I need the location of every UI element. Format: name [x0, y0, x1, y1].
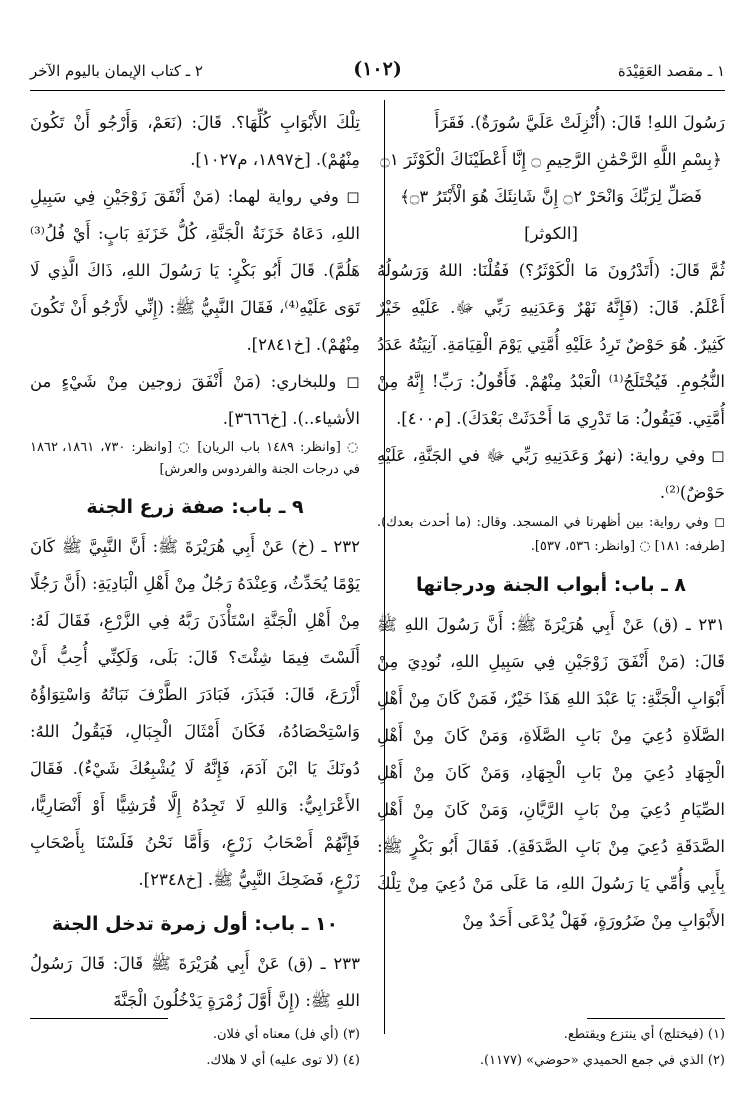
paragraph: رَسُولَ اللهِ! قَالَ: (أُنْزِلَتْ عَلَيَّ سُورَةٌ). فَقَرَأَ — [434, 113, 725, 132]
footnote-rule — [30, 1018, 168, 1019]
header-rule — [30, 90, 725, 91]
page-number: (١٠٢) — [353, 58, 402, 80]
paragraph: ثُمَّ قَالَ: (أَتَدْرُونَ مَا الْكَوْثَرُ؟) فَقُلْنَا: اللهُ وَرَسُولُهُ أَعْلَمُ. قَالَ: (فَإِنَّهُ نَهْرٌ وَعَدَنِيهِ رَبِّي ﷻ. عَلَيْهِ خَيْرٌ كَثِيرٌ. هُوَ حَوْضٌ تَرِدُ عَلَيْهِ أُمَّتِي يَوْمَ الْقِيَامَةِ. آنِيَتُهُ عَدَدُ النُّجُومِ. فَيُخْتَلَجُ⁽¹⁾ الْعَبْدُ مِنْهُمْ. فَأَقُولُ: رَبِّ! إِنَّهُ مِنْ أُمَّتِي. فَيَقُولُ: مَا تَدْرِي مَا أَحْدَثَتْ بَعْدَكَ). [م٤٠٠]. — [377, 261, 725, 428]
left-column — [30, 104, 360, 1019]
paragraph: ◻ وفي رواية لهما: (مَنْ أَنْفَقَ زَوْجَيْنِ فِي سَبِيلِ اللهِ، دَعَاهُ خَزَنَةُ الْجَنَّةِ، كُلُّ خَزَنَةِ بَابٍ: أَيْ فُلُ⁽³⁾ هَلُمَّ). قَالَ أَبُو بَكْرٍ: يَا رَسُولَ اللهِ، ذَاكَ الَّذِي لَا تَوَى عَلَيْهِ⁽⁴⁾، فَقَالَ النَّبِيُّ ﷺ: (إِنِّي لأَرْجُو أَنْ تَكُونَ مِنْهُمْ). [خ٢٨٤١]. — [30, 187, 361, 354]
footnotes-right — [377, 1022, 725, 1074]
footnote: (٢) الذي في جمع الحميدي «حوضي» (١١٧٧). — [479, 1053, 725, 1068]
hadith-paragraph: ٢٣١ ـ (ق) عَنْ أَبِي هُرَيْرَةَ ﷺ: أَنَّ رَسُولَ اللهِ ﷺ قَالَ: (مَنْ أَنْفَقَ زَوْجَيْنِ فِي سَبِيلِ اللهِ، نُودِيَ مِنْ أَبْوَابِ الْجَنَّةِ: يَا عَبْدَ اللهِ هَذَا خَيْرٌ، فَمَنْ كَانَ مِنْ أَهْلِ الصَّلَاةِ دُعِيَ مِنْ بَابِ الصَّلَاةِ، وَمَنْ كَانَ مِنْ أَهْلِ الْجِهَادِ دُعِيَ مِنْ بَابِ الْجِهَادِ، وَمَنْ كَانَ مِنْ أَهْلِ الصِّيَامِ دُعِيَ مِنْ بَابِ الرَّيَّانِ، وَمَنْ كَانَ مِنْ أَهْلِ الصَّدَقَةِ دُعِيَ مِنْ بَابِ الصَّدَقَةِ). فَقَالَ أَبُو بَكْرٍ ﷺ: بِأَبِي وَأُمِّي يَا رَسُولَ اللهِ، مَا عَلَى مَنْ دُعِيَ مِنْ تِلْكَ الأَبْوَابِ مِنْ ضَرُورَةٍ، فَهَلْ يُدْعَى أَحَدٌ مِنْ — [377, 615, 725, 930]
cross-reference: ◌ [وانظر: ١٤٨٩ باب الريان] ◌ [وانظر: ٧٣٠، ١٨٦١، ١٨٦٢ في درجات الجنة والفردوس والعرش] — [30, 440, 361, 477]
reference-paragraph: ◻ وفي رواية: بين أظهرنا في المسجد. وقال: (ما أحدث بعدك). [طرفه: ١٨١] ◌ [وانظر: ٥٣٦، ٥٣٧]. — [377, 515, 725, 554]
footnote: (١) (فيختلج) أي ينتزع ويقتطع. — [563, 1027, 725, 1042]
header-section-title: ١ ـ مقصد العَقِيْدَة — [617, 62, 725, 80]
paragraph: ◻ وللبخاري: (مَنْ أَنْفَقَ زوجين مِنْ شَيْءٍ من الأشياء..). [خ٣٦٦٦]. — [30, 372, 360, 428]
right-column — [377, 104, 725, 939]
quran-verses: ﴿بِسْمِ اللَّهِ الرَّحْمَٰنِ الرَّحِيمِ ۝ إِنَّا أَعْطَيْنَاكَ الْكَوْثَرَ ۝١ فَصَلِّ لِرَبِّكَ وَانْحَرْ ۝٢ إِنَّ شَانِئَكَ هُوَ الْأَبْتَرُ ۝٣﴾ [الكوثر] — [380, 150, 722, 243]
footnotes-left — [30, 1022, 360, 1074]
hadith-paragraph: ٢٣٢ ـ (خ) عَنْ أَبِي هُرَيْرَةَ ﷺ: أَنَّ النَّبِيَّ ﷺ كَانَ يَوْمًا يُحَدِّثُ، وَعِنْدَهُ رَجُلٌ مِنْ أَهْلِ الْبَادِيَةِ: (أَنَّ رَجُلًا مِنْ أَهْلِ الْجَنَّةِ اسْتَأْذَنَ رَبَّهُ فِي الزَّرْعِ، فَقَالَ لَهُ: أَلَسْتَ فِيمَا شِئْتَ؟ قَالَ: بَلَى، وَلَكِنِّي أُحِبُّ أَنْ أَزْرَعَ، قَالَ: فَبَذَرَ، فَبَادَرَ الطَّرْفَ نَبَاتُهُ وَاسْتِوَاؤُهُ وَاسْتِحْصَادُهُ، فَكَانَ أَمْثَالَ الْجِبَالِ، فَيَقُولُ اللهُ: دُونَكَ يَا ابْنَ آدَمَ، فَإِنَّهُ لَا يُشْبِعُكَ شَيْءٌ). فَقَالَ الأَعْرَابِيُّ: وَاللهِ لَا تَجِدُهُ إِلَّا قُرَشِيًّا أَوْ أَنْصَارِيًّا، فَإِنَّهُمْ أَصْحَابُ زَرْعٍ، وَأَمَّا نَحْنُ فَلَسْنَا بِأَصْحَابِ زَرْعٍ، فَضَحِكَ النَّبِيُّ ﷺ. [خ٢٣٤٨]. — [30, 537, 360, 889]
hadith-paragraph: ٢٣٣ ـ (ق) عَنْ أَبِي هُرَيْرَةَ ﷺ قَالَ: قَالَ رَسُولُ اللهِ ﷺ: (إِنَّ أَوَّلَ زُمْرَةٍ يَدْخُلُونَ الْجَنَّةَ — [30, 954, 360, 1010]
header-chapter-title: ٢ ـ كتاب الإيمان باليوم الآخر — [30, 62, 203, 80]
footnote: (٣) (أي فل) معناه أي فلان. — [212, 1027, 360, 1042]
paragraph: تِلْكَ الأَبْوَابِ كُلِّهَا؟. قَالَ: (نَعَمْ، وَأَرْجُو أَنْ تَكُونَ مِنْهُمْ). [خ١٨٩٧، م١٠٢٧]. — [30, 113, 360, 169]
footnote-rule — [587, 1018, 725, 1019]
page-header — [30, 58, 725, 88]
chapter-heading: ٩ ـ باب: صفة زرع الجنة — [86, 496, 304, 518]
chapter-heading: ٨ ـ باب: أبواب الجنة ودرجاتها — [415, 574, 687, 596]
chapter-heading: ١٠ ـ باب: أول زمرة تدخل الجنة — [51, 913, 339, 935]
paragraph: ◻ وفي رواية: (نهرٌ وَعَدَنِيهِ رَبِّي ﷻ في الجَنَّةِ، عَلَيْهِ حَوْضٌ)⁽²⁾. — [377, 446, 725, 502]
footnote: (٤) (لا توى عليه) أي لا هلاك. — [206, 1053, 360, 1068]
